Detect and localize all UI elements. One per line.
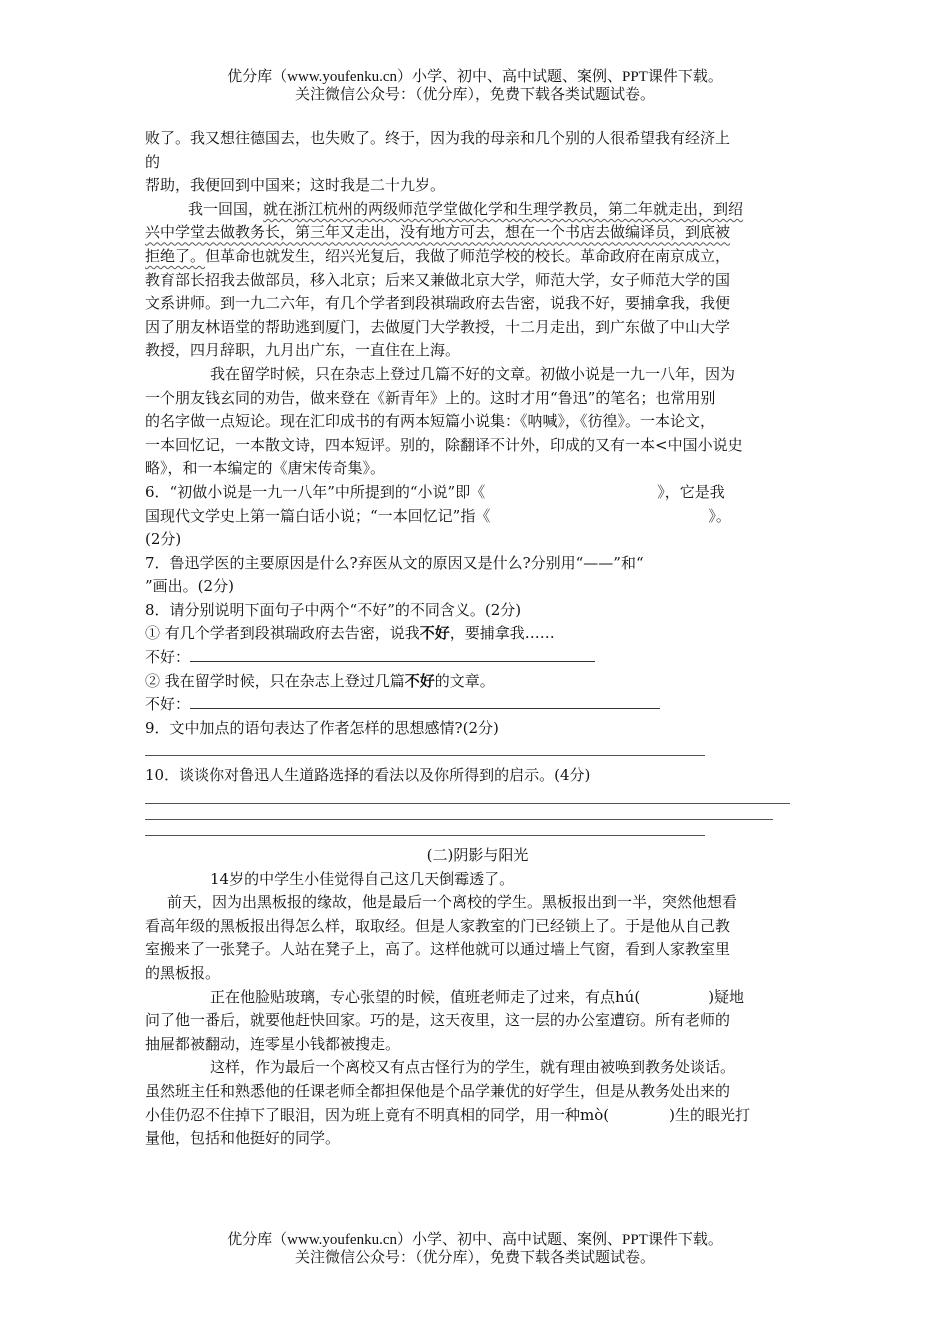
text-line: 一个朋友钱玄同的劝告，做来登在《新青年》上的。这时才用“鲁迅”的笔名；也常用别	[145, 388, 716, 407]
text-line: 看高年级的黑板报出得怎么样，取取经。但是人家教室的门已经锁上了。于是他从自己教	[145, 916, 731, 935]
section-title: (二)阴影与阳光	[426, 846, 529, 865]
question-6-cont	[145, 505, 810, 529]
question-text: ① 有几个学者到段祺瑞政府去告密，说我	[145, 624, 420, 643]
text-line: 因了朋友林语堂的帮助逃到厦门，去做厦门大学教授，十二月走出，到广东做了中山大学	[145, 317, 731, 336]
text-span: )生的眼光打	[669, 1105, 750, 1124]
text-span: )疑地	[708, 987, 745, 1006]
dotted-sentence: 兴中学堂去做教务长，第三年又走出，没有地方可去，想在一个书店去做编译员，到底被	[145, 223, 731, 242]
text-line: 败了。我又想往德国去，也失败了。终于，因为我的母亲和几个别的人很希望我有经济上	[145, 129, 731, 147]
answer-line-1	[145, 646, 810, 670]
answer-underline[interactable]	[145, 818, 773, 820]
text-span: 但革命也就发生，绍兴光复后，我做了师范学校的校长。革命政府在南京成立，	[205, 246, 731, 265]
question-7-cont: ”画出。(2分)	[145, 577, 234, 596]
question-text: 国现代文学史上第一篇白话小说；“一本回忆记”指《	[145, 506, 491, 525]
question-text: ② 我在留学时候，只在杂志上登过几篇	[145, 671, 405, 690]
paragraph-line	[145, 198, 810, 222]
text-line: 我在留学时候，只在杂志上登过几篇不好的文章。初做小说是一九一八年，因为	[210, 364, 736, 383]
text-line: 教授，四月辞职，九月出广东，一直住在上海。	[145, 341, 461, 360]
text-line: 这样，作为最后一个离校又有点古怪行为的学生，就有理由被唤到教务处谈话。	[210, 1058, 736, 1077]
answer-line-2	[145, 693, 810, 717]
bold-keyword: 不好	[419, 624, 450, 643]
dotted-sentence: 就在浙江杭州的两级师范学堂做化学和生理学教员，第二年就走出，到绍	[263, 199, 744, 218]
answer-underline[interactable]	[190, 647, 595, 662]
answer-label: 不好：	[145, 648, 191, 667]
footer-line-2: 关注微信公众号：（优分库），免费下载各类试题试卷。	[294, 1250, 655, 1266]
page-footer	[0, 1231, 950, 1267]
text-line: 抽屉都被翻动，连零星小钱都被搜走。	[145, 1034, 401, 1053]
question-7: 7．鲁迅学医的主要原因是什么?弃医从文的原因又是什么?分别用“——”和“	[145, 553, 644, 572]
text-line: 量他，包括和他挺好的同学。	[145, 1129, 341, 1148]
text-line: 文系讲师。到一九二六年，有几个学者到段祺瑞政府去告密，说我不好，要捕拿我，我便	[145, 294, 731, 313]
text-line: 略》，和一本编定的《唐宋传奇集》。	[145, 459, 386, 478]
dotted-sentence: 拒绝了。	[145, 246, 206, 265]
question-10: 10．谈谈你对鲁迅人生道路选择的看法以及你所得到的启示。(4分)	[145, 766, 591, 785]
question-8-sentence-2	[145, 670, 810, 694]
text-line: 的	[145, 152, 161, 171]
paragraph-line	[145, 1104, 810, 1128]
question-text: 6．“初做小说是一九一八年”中所提到的“小说”即《	[145, 482, 486, 501]
text-line: 教育部长招我去做部员，移入北京；后来又兼做北京大学，师范大学，女子师范大学的国	[145, 270, 731, 289]
answer-underline[interactable]	[145, 802, 790, 804]
question-text: 》，它是我	[657, 482, 725, 501]
footer-line-1: 优分库（www.youfenku.cn）小学、初中、高中试题、案例、PPT课件下载。	[227, 1232, 723, 1248]
question-8-sentence-1	[145, 622, 810, 646]
text-line: 的黑板报。	[145, 964, 221, 982]
question-9: 9．文中加点的语句表达了作者怎样的思想感情?(2分)	[145, 718, 499, 737]
text-span: 正在他脸贴玻璃，专心张望的时候，值班老师走了过来，有点hú(	[210, 987, 641, 1006]
paragraph-line	[145, 986, 810, 1010]
paragraph-line	[145, 245, 810, 269]
text-line: 问了他一番后，就要他赶快回家。巧的是，这天夜里，这一层的办公室遭窃。所有老师的	[145, 1011, 731, 1030]
header-line-2: 关注微信公众号：（优分库），免费下载各类试题试卷。	[294, 87, 655, 103]
text-line: 帮助，我便回到中国来；这时我是二十九岁。	[145, 176, 446, 195]
bold-keyword: 不好	[404, 671, 435, 690]
paragraph-line	[145, 221, 810, 245]
page-header	[0, 68, 950, 104]
question-6	[145, 481, 810, 505]
question-8: 8．请分别说明下面句子中两个“不好”的不同含义。(2分)	[145, 600, 522, 619]
text-line: 虽然班主任和熟悉他的任课老师全都担保他是个品学兼优的好学生，但是从教务处出来的	[145, 1081, 731, 1100]
answer-underline[interactable]	[145, 754, 705, 756]
text-line: 前天，因为出黑板报的缘故，他是最后一个离校的学生。黑板报出到一半，突然他想看	[167, 893, 738, 912]
document-body	[145, 127, 810, 1151]
text-line: 室搬来了一张凳子。人站在凳子上，高了。这样他就可以通过墙上气窗，看到人家教室里	[145, 940, 731, 959]
question-text: 的文章。	[434, 671, 495, 690]
text-span: 我一回国，	[188, 199, 264, 218]
answer-underline[interactable]	[145, 834, 705, 836]
text-line: 一本回忆记，一本散文诗，四本短评。别的，除翻译不计外，印成的又有一本<中国小说史	[145, 435, 743, 454]
text-span: 小佳仍忍不住掉下了眼泪，因为班上竟有不明真相的同学，用一种mò(	[145, 1105, 610, 1124]
text-line: 14岁的中学生小佳觉得自己这几天倒霉透了。	[210, 869, 515, 888]
question-text: ，要捕拿我……	[449, 624, 555, 643]
answer-underline[interactable]	[190, 694, 660, 709]
question-score: (2分)	[145, 530, 182, 549]
question-text: 》。	[708, 506, 731, 525]
text-line: 的名字做一点短论。现在汇印成书的有两本短篇小说集：《呐喊》，《彷徨》。一本论文，	[145, 412, 716, 431]
answer-label: 不好：	[145, 695, 191, 714]
header-line-1: 优分库（www.youfenku.cn）小学、初中、高中试题、案例、PPT课件下载。	[227, 69, 723, 85]
